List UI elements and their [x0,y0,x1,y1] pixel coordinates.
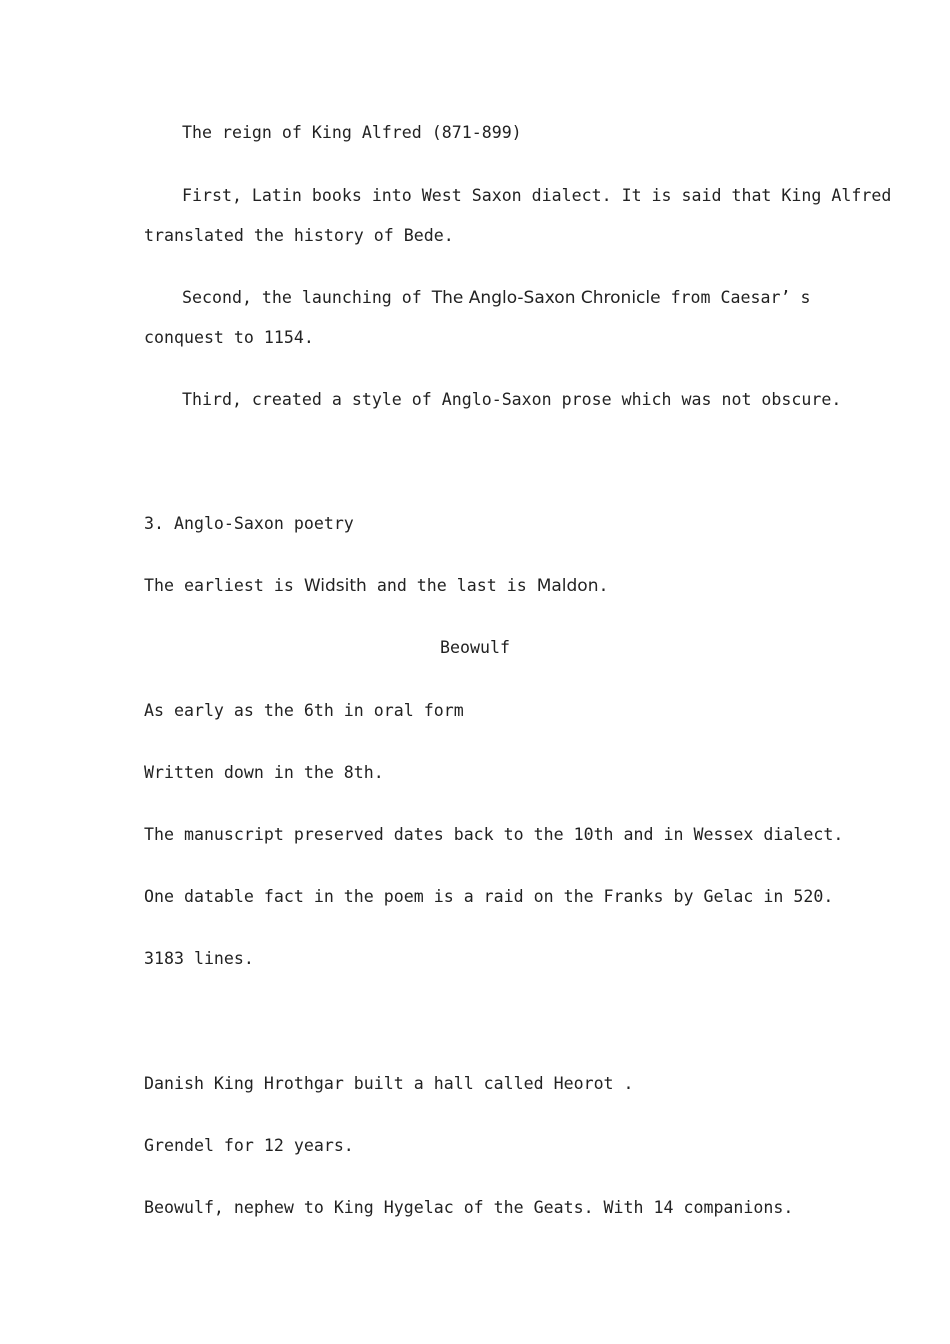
earliest-post: . [598,576,609,595]
beowulf-title: Beowulf [440,638,510,657]
alfred-first-line1: First, Latin books into West Saxon dialect. It is said that King Alfred [182,186,892,205]
alfred-second-line1 [182,287,810,309]
beowulf-story: Beowulf, nephew to King Hygelac of the Geats. With 14 companions. [144,1198,794,1217]
poetry-earliest [144,575,608,597]
earliest-mid: and the last is [366,576,537,595]
alfred-second-post: from Caesar’ s [660,288,811,307]
alfred-second-pre: Second, the launching of [182,288,432,307]
beowulf-fact: The manuscript preserved dates back to the 10th and in Wessex dialect. [144,825,844,844]
beowulf-fact: 3183 lines. [144,949,254,968]
widsith-title: Widsith [303,576,367,596]
alfred-second-line2: conquest to 1154. [144,328,314,347]
beowulf-fact: One datable fact in the poem is a raid on the Franks by Gelac in 520. [144,887,834,906]
beowulf-story: Danish King Hrothgar built a hall called Heorot . [144,1074,634,1093]
earliest-pre: The earliest is [144,576,304,595]
beowulf-fact: Written down in the 8th. [144,763,384,782]
alfred-third: Third, created a style of Anglo-Saxon prose which was not obscure. [182,390,842,409]
beowulf-story: Grendel for 12 years. [144,1136,354,1155]
chronicle-title: The Anglo-Saxon Chronicle [431,288,661,308]
poetry-heading: 3. Anglo-Saxon poetry [144,514,354,533]
alfred-heading: The reign of King Alfred (871-899) [182,123,522,142]
beowulf-fact: As early as the 6th in oral form [144,701,464,720]
alfred-first-line2: translated the history of Bede. [144,226,454,245]
maldon-title: Maldon [536,576,599,596]
